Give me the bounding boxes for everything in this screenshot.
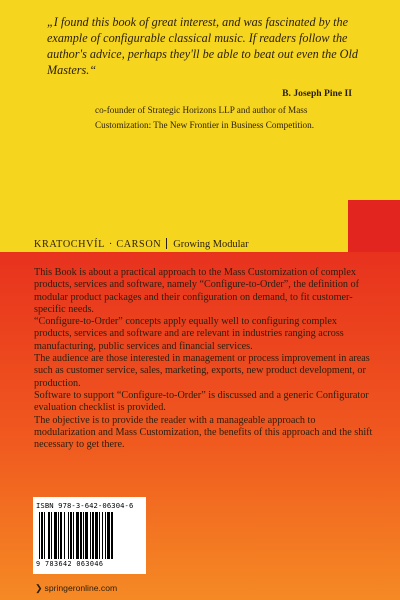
title-divider	[166, 238, 167, 249]
description-paragraph: This Book is about a practical approach to the Mass Customization of complex products, services and software, namely “Configure-to-Order”, the definition of modular product packages and their configuration on demand, to fit customer-specific needs.	[34, 267, 360, 315]
series-line	[34, 238, 249, 250]
quote-author: B. Joseph Pine II	[282, 88, 352, 99]
author-1: KRATOCHVÍL	[34, 239, 105, 250]
barcode-label	[33, 497, 146, 574]
quote-author-role: co-founder of Strategic Horizons LLP and author of Mass Customization: The New Frontier in Business Competition.	[95, 105, 315, 130]
website-text: springeronline.com	[44, 583, 118, 593]
author-2: CARSON	[116, 239, 162, 250]
description-paragraph: “Configure-to-Order” concepts apply equally well to configuring complex products, services and software and are relevant in industries ranging across manufacturing, public services and financial services.	[34, 316, 344, 352]
springer-arrow-icon: ❯	[35, 583, 43, 593]
red-corner-tab	[348, 200, 400, 252]
book-description	[34, 267, 374, 451]
description-paragraph: The audience are those interested in management or process improvement in areas such as customer service, sales, marketing, exports, new product development, or production.	[34, 353, 370, 389]
description-paragraph: Software to support “Configure-to-Order” is discussed and a generic Configurator evaluation checklist is provided.	[34, 389, 369, 414]
barcode-number: 9 783642 063046	[36, 560, 104, 568]
isbn-text: ISBN 978-3-642-06304-6	[36, 501, 134, 510]
endorsement-quote: „I found this book of great interest, and was fascinated by the example of configurable classical music. If readers follow the author's advice, perhaps they'll be able to beat out even the Old Masters.“	[47, 15, 358, 77]
barcode-icon	[39, 512, 140, 559]
author-separator: ·	[108, 239, 113, 250]
description-paragraph: The objective is to provide the reader with a manageable approach to modularization and Mass Customization, the benefits of this approach and the shift necessary to get there.	[34, 414, 373, 451]
book-title: Growing Modular	[173, 239, 249, 250]
publisher-website[interactable]	[35, 583, 117, 594]
